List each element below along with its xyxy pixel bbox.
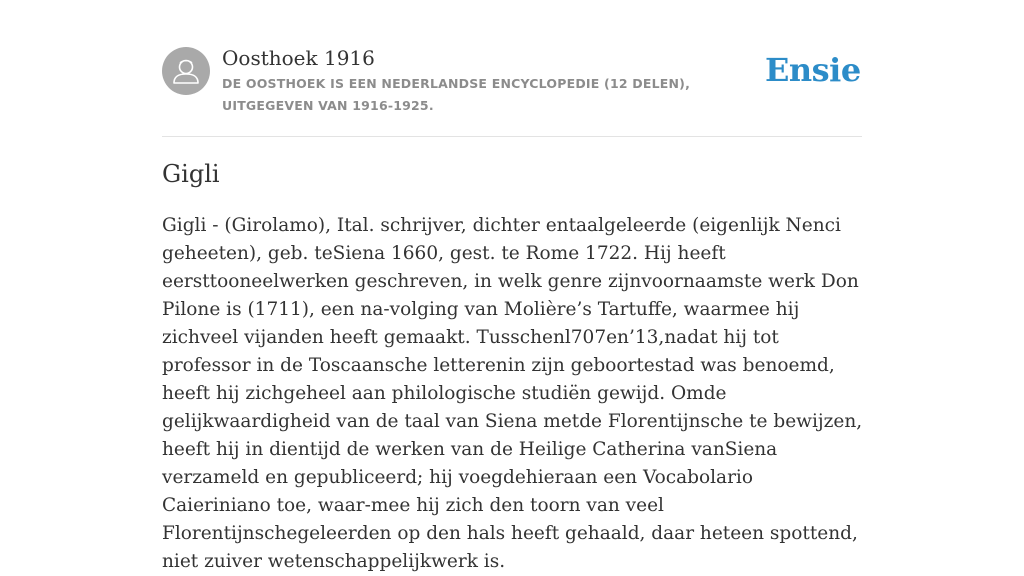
- entry-body: Gigli - (Girolamo), Ital. schrijver, dichter entaalgeleerde (eigenlijk Nenci geheeten), geb. teSiena 1660, gest. te Rome 1722. Hij heeft eersttooneelwerken geschreven, in welk genre zijnvoornaamste werk Don Pilone is (1711), een na-volging van Molière’s Tartuffe, waarmee hij zichveel vijanden heeft gemaakt. Tusschenl707en’13,nadat hij tot professor in de Toscaansche letterenin zijn geboortestad was benoemd, heeft hij zichgeheel aan philologische studiën gewijd. Omde gelijkwaardigheid van de taal van Siena metde Florentijnsche te bewijzen, heeft hij in dientijd de werken van de Heilige Catherina vanSiena verzameld en gepubliceerd; hij voegdehieraan een Vocabolario Caieriniano toe, waar-mee hij zich den toorn van veel Florentijnschegeleerden op den hals heeft gehaald, daar heteen spottend, niet zuiver wetenschappelijkwerk is.: [162, 215, 863, 572]
- avatar[interactable]: [162, 47, 210, 95]
- source-description: DE OOSTHOEK IS EEN NEDERLANDSE ENCYCLOPEDIE (12 DELEN), UITGEGEVEN VAN 1916-1925.: [222, 76, 691, 113]
- entry-title: Gigli: [162, 160, 220, 188]
- user-silhouette-icon: [162, 47, 210, 95]
- source-header: [162, 44, 862, 137]
- ensie-logo[interactable]: Ensie: [765, 51, 861, 89]
- source-name[interactable]: Oosthoek 1916: [222, 46, 375, 70]
